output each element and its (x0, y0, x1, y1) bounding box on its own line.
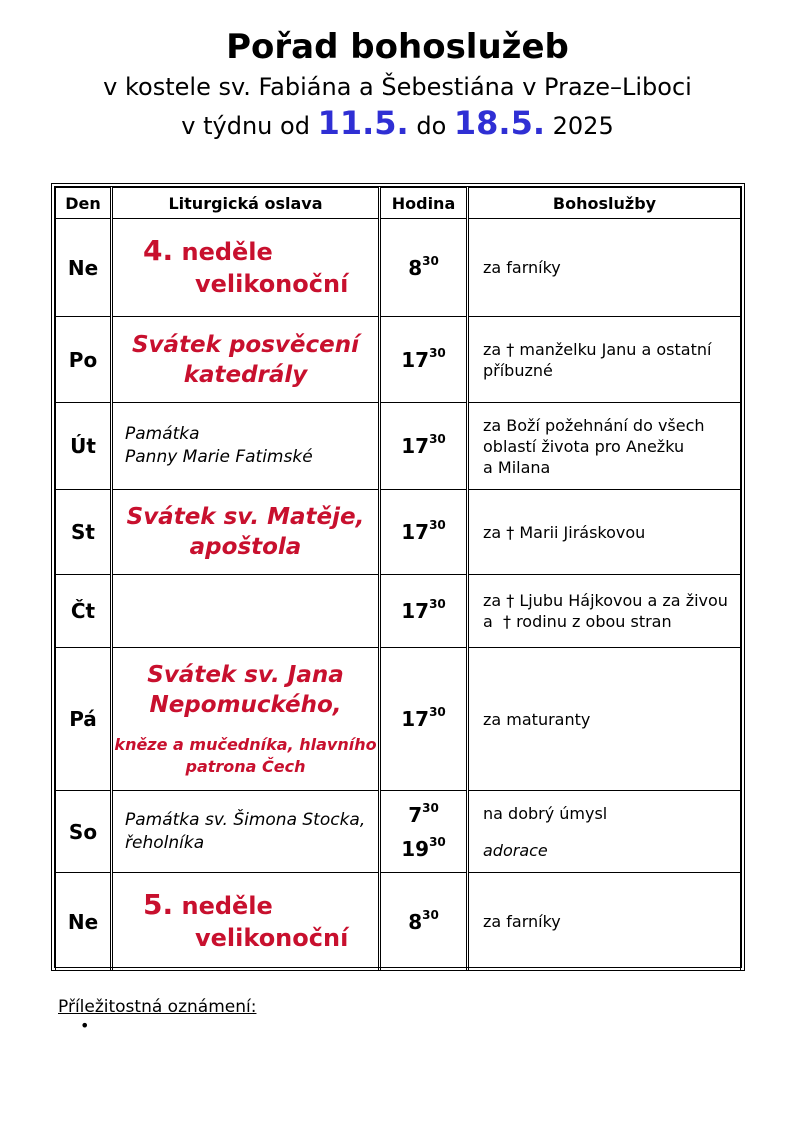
year: 2025 (552, 112, 614, 140)
table-row (56, 317, 741, 403)
day-cell: Ne (56, 873, 112, 971)
service-cell: za maturanty (468, 648, 741, 791)
date-from: 11.5. (317, 104, 409, 142)
feast-subtitle-line-1: kněze a mučedníka, hlavního (114, 735, 377, 754)
hour-cell (380, 317, 468, 403)
hour-minutes: 30 (422, 907, 439, 922)
hour-value: 17 (401, 520, 430, 544)
feast-line-2: katedrály (183, 361, 308, 388)
sunday-number: 5. (143, 888, 174, 921)
hour-value: 17 (401, 434, 430, 458)
feast-subtitle-line-2: patrona Čech (185, 757, 306, 776)
announcement-bullet: • (80, 1016, 90, 1035)
service-cell: za farníky (468, 219, 741, 317)
table-row (56, 219, 741, 317)
hour-cell (380, 403, 468, 490)
memorial-line-1: Památka sv. Šimona Stocka, (125, 809, 366, 830)
celebration-cell (112, 317, 380, 403)
sunday-number: 4. (143, 234, 174, 267)
service-line-2: příbuzné (483, 360, 553, 380)
table-row (56, 873, 741, 971)
hour-minutes: 30 (429, 834, 446, 849)
service-cell: za † Marii Jiráskovou (468, 490, 741, 575)
service-line-1: za † manželku Janu a ostatní (483, 339, 712, 359)
service-line-2: a † rodinu z obou stran (483, 612, 672, 631)
table-row (56, 575, 741, 648)
schedule-table (51, 183, 745, 971)
hour-cell (380, 791, 468, 873)
celebration-cell (112, 490, 380, 575)
service-cell (468, 317, 741, 403)
service-cell (468, 403, 741, 490)
feast-line-1: Svátek posvěcení (131, 331, 359, 358)
date-to: 18.5. (453, 104, 545, 142)
service-cell (468, 791, 741, 873)
table-row (56, 791, 741, 873)
week-range (0, 104, 795, 145)
hour-value: 17 (401, 599, 430, 623)
hour-slot-1 (381, 800, 466, 827)
celebration-cell (112, 575, 380, 648)
day-cell: So (56, 791, 112, 873)
col-header-services: Bohoslužby (468, 188, 741, 219)
hour-minutes: 30 (429, 705, 446, 720)
day-cell: Pá (56, 648, 112, 791)
hour-cell (380, 490, 468, 575)
table-row (56, 490, 741, 575)
hour-cell (380, 575, 468, 648)
day-cell: Čt (56, 575, 112, 648)
hour-value: 8 (408, 255, 423, 280)
day-cell: Po (56, 317, 112, 403)
hour-value: 8 (408, 909, 423, 934)
hour-value: 17 (401, 347, 430, 372)
celebration-line-2: velikonoční (195, 924, 349, 952)
church-subtitle: v kostele sv. Fabiána a Šebestiána v Praze–Liboci (103, 73, 692, 101)
day-cell: Ne (56, 219, 112, 317)
service-cell: za farníky (468, 873, 741, 971)
service-line-2: adorace (483, 840, 548, 860)
table-header-row (56, 188, 741, 219)
service-line-1: za † Ljubu Hájkovou a za živou (483, 591, 728, 610)
celebration-cell (112, 791, 380, 873)
celebration-cell (112, 403, 380, 490)
feast-line-2: Nepomuckého, (149, 692, 342, 718)
celebration-cell (112, 219, 380, 317)
col-header-celebration: Liturgická oslava (112, 188, 380, 219)
hour-value: 7 (408, 802, 423, 827)
hour-minutes: 30 (429, 345, 446, 360)
hour-minutes: 30 (429, 518, 446, 533)
sunday-word: neděle (181, 238, 273, 266)
celebration-line-1 (113, 889, 378, 922)
col-header-hour: Hodina (380, 188, 468, 219)
memorial-line-2: Panny Marie Fatimské (125, 447, 313, 467)
day-cell: St (56, 490, 112, 575)
service-line-2: oblastí života pro Anežku (483, 436, 685, 456)
service-line-1: za Boží požehnání do všech (483, 415, 705, 435)
hour-minutes: 30 (429, 432, 446, 447)
week-middle: do (416, 112, 447, 140)
memorial-line-2: řeholníka (125, 832, 205, 853)
feast-line-1: Svátek sv. Jana (147, 662, 344, 688)
week-prefix: v týdnu od (181, 112, 310, 140)
table-row (56, 403, 741, 490)
announcements-heading: Příležitostná oznámení: (58, 997, 257, 1017)
hour-minutes: 30 (429, 597, 446, 612)
hour-value: 17 (401, 707, 430, 731)
table-row (56, 648, 741, 791)
hour-cell (380, 648, 468, 791)
hour-slot-2 (381, 834, 466, 861)
service-cell (468, 575, 741, 648)
sunday-word: neděle (181, 892, 273, 920)
feast-line-2: apoštola (189, 534, 302, 560)
feast-line-1: Svátek sv. Matěje, (126, 504, 365, 530)
memorial-line-1: Památka (125, 424, 200, 444)
celebration-cell (112, 873, 380, 971)
hour-value: 19 (401, 836, 430, 861)
service-line-3: a Milana (483, 457, 551, 477)
hour-cell (380, 873, 468, 971)
col-header-day: Den (56, 188, 112, 219)
celebration-line-2: velikonoční (195, 270, 349, 298)
page-title: Pořad bohoslužeb (226, 27, 569, 67)
hour-minutes: 30 (422, 253, 439, 268)
celebration-line-1 (113, 235, 378, 268)
hour-minutes: 30 (422, 800, 439, 815)
hour-cell (380, 219, 468, 317)
celebration-cell (112, 648, 380, 791)
service-line-1: na dobrý úmysl (483, 803, 608, 823)
day-cell: Út (56, 403, 112, 490)
